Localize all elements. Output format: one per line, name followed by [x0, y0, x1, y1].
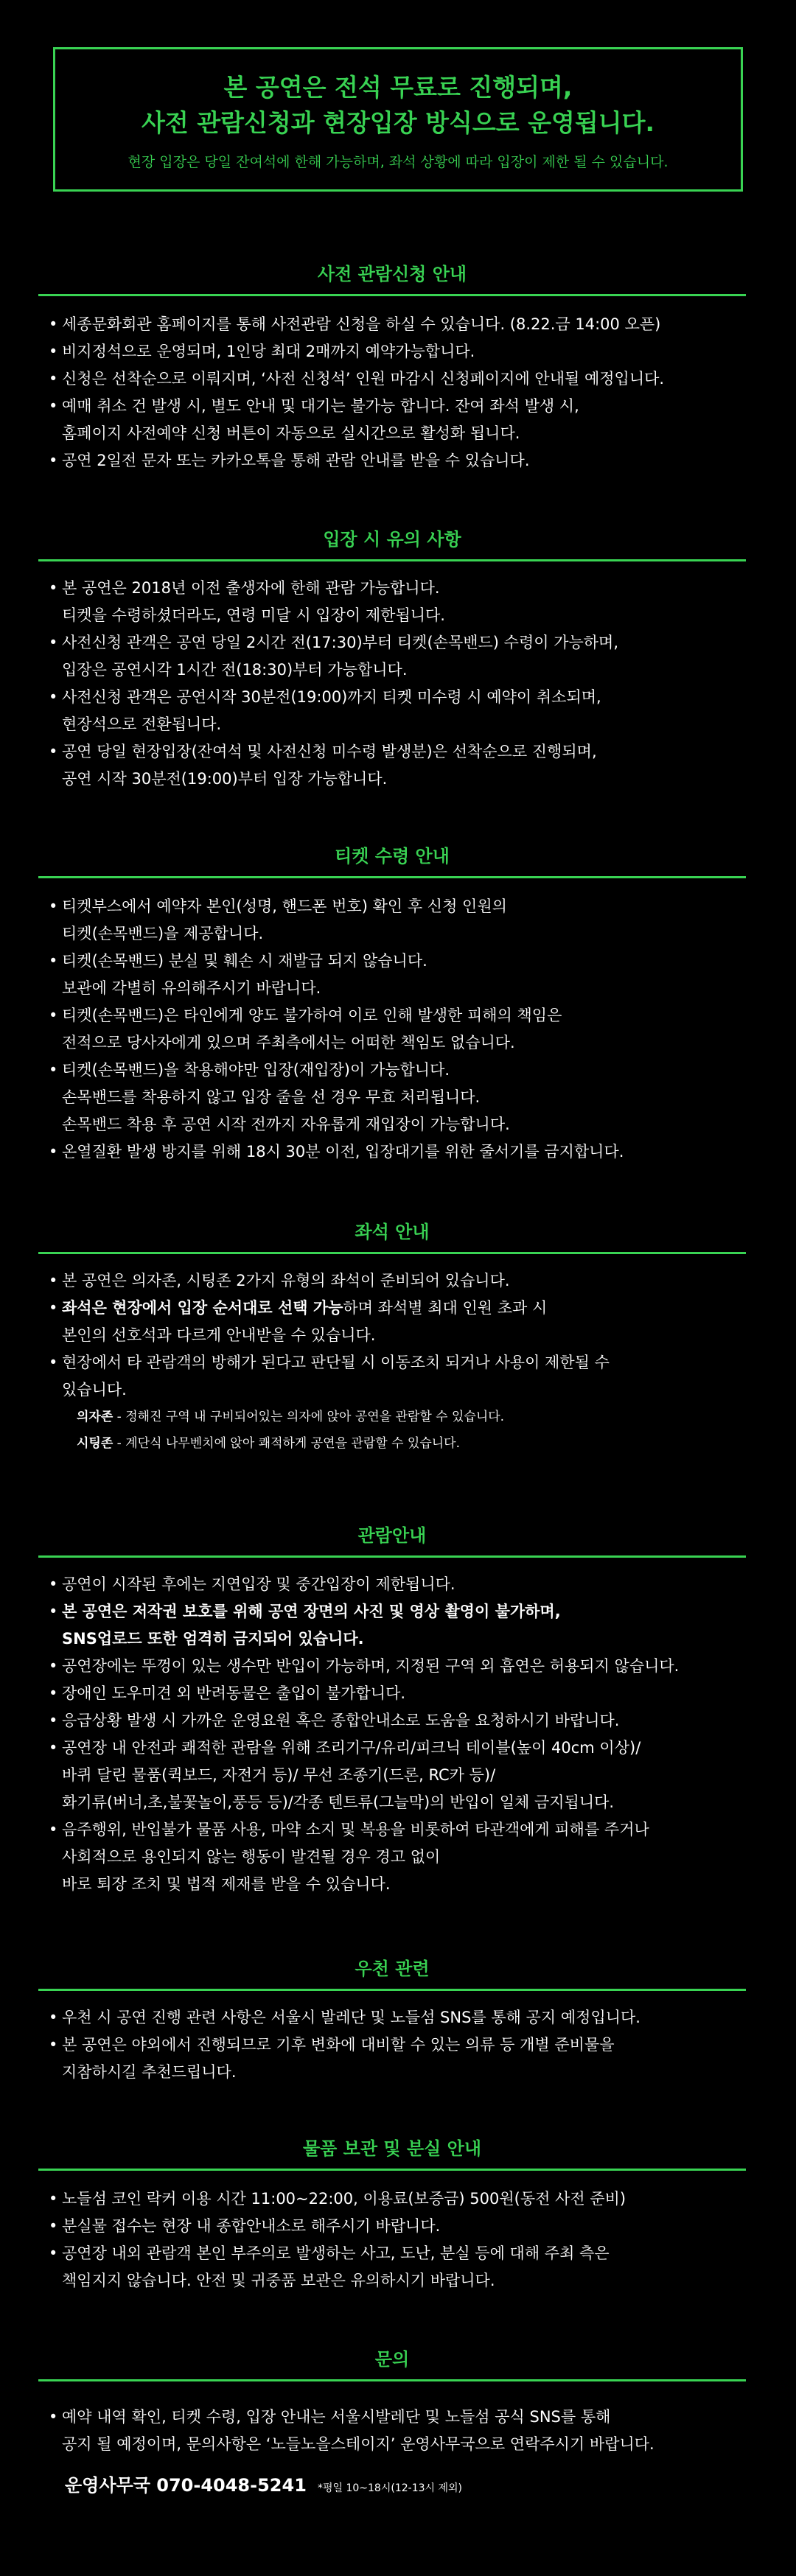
section-header-advance-booking [38, 259, 746, 296]
item-text: • 공연이 시작된 후에는 지연입장 및 중간입장이 제한됩니다. [62, 1575, 455, 1593]
viewing-guide-list [38, 1571, 768, 1898]
item-text: 공연 시작 30분전(19:00)부터 입장 가능합니다. [62, 770, 388, 788]
item-text: • 본 공연은 2018년 이전 출생자에 한해 관람 가능합니다. [62, 579, 440, 597]
list-item [38, 948, 768, 1002]
item-text: • 티켓(손목밴드)을 착용해야만 입장(재입장)이 가능합니다. [62, 1061, 450, 1079]
zone-text: - 정해진 구역 내 구비되어있는 의자에 앉아 공연을 관람할 수 있습니다. [113, 1410, 505, 1424]
item-text: 보관에 각별히 유의해주시기 바랍니다. [62, 979, 321, 997]
item-text: 전적으로 당사자에게 있으며 주최측에서는 어떠한 책임도 없습니다. [62, 1034, 515, 1051]
list-item [38, 738, 768, 793]
list-item [38, 1002, 768, 1057]
item-text: 손목밴드를 착용하지 않고 입장 줄을 선 경우 무효 처리됩니다. [62, 1088, 481, 1106]
item-text: • 티켓(손목밴드) 분실 및 훼손 시 재발급 되지 않습니다. [62, 952, 427, 970]
list-item [38, 1295, 768, 1349]
item-text: • 현장에서 타 관람객의 방해가 된다고 판단될 시 이동조치 되거나 사용이 제한될 수 [62, 1354, 610, 1371]
list-item [38, 447, 768, 475]
item-text: 지참하시길 추천드립니다. [62, 2063, 237, 2081]
section-header-rain [38, 1954, 746, 1991]
list-item [38, 1138, 768, 1166]
list-item [38, 2004, 768, 2031]
item-text: • 응급상황 발생 시 가까운 운영요원 혹은 종합안내소로 도움을 요청하시기 바랍니다. [62, 1712, 620, 1729]
list-item [38, 1735, 768, 1816]
seating-list [38, 1267, 768, 1457]
zone-chair-desc [62, 1404, 768, 1430]
notice-box [53, 47, 743, 192]
section-header-ticket-pickup [38, 841, 746, 878]
item-text: • 세종문화회관 홈페이지를 통해 사전관람 신청을 하실 수 있습니다. (8.22.금 14:00 오픈) [62, 315, 661, 333]
inquiry-list [38, 2404, 768, 2458]
item-text: • 신청은 선착순으로 이뤄지며, ‘사전 신청석’ 인원 마감시 신청페이지에 안내될 예정입니다. [62, 370, 665, 388]
section-title: 사전 관람신청 안내 [317, 264, 467, 284]
item-text-bold: SNS업로드 또한 엄격히 금지되어 있습니다. [62, 1630, 364, 1648]
item-text: 사회적으로 용인되지 않는 행동이 발견될 경우 경고 없이 [62, 1848, 441, 1866]
list-item [38, 629, 768, 684]
item-text: • 본 공연은 야외에서 진행되므로 기후 변화에 대비할 수 있는 의류 등 개별 준비물을 [62, 2036, 615, 2054]
item-text: • 공연 당일 현장입장(잔여석 및 사전신청 미수령 발생분)은 선착순으로 진행되며, [62, 743, 597, 760]
list-item [38, 2240, 768, 2295]
list-item [38, 311, 768, 338]
zone-label: 시팅존 [77, 1436, 114, 1451]
item-text-bold: • 본 공연은 저작권 보호를 위해 공연 장면의 사진 및 영상 촬영이 불가하며, [62, 1603, 561, 1620]
section-title: 우천 관련 [355, 1959, 430, 1979]
contact-line [65, 2471, 462, 2496]
section-header-seating [38, 1217, 746, 1254]
list-item [38, 684, 768, 738]
item-text: • 예약 내역 확인, 티켓 수령, 입장 안내는 서울시발레단 및 노들섬 공식 SNS를 통해 [62, 2408, 611, 2426]
item-text: • 온열질환 발생 방지를 위해 18시 30분 이전, 입장대기를 위한 줄서기를 금지합니다. [62, 1143, 624, 1161]
item-text: • 비지정석으로 운영되며, 1인당 최대 2매까지 예약가능합니다. [62, 343, 475, 360]
section-header-viewing-guide [38, 1521, 746, 1558]
advance-booking-list [38, 311, 768, 475]
item-text-bold: 좌석은 현장에서 입장 순서대로 선택 가능 [62, 1299, 343, 1317]
list-item [38, 2185, 768, 2213]
item-text: • 사전신청 관객은 공연 당일 2시간 전(17:30)부터 티켓(손목밴드) 수령이 가능하며, [62, 634, 619, 651]
item-text: 현장석으로 전환됩니다. [62, 715, 222, 733]
list-item [38, 2031, 768, 2086]
list-item [38, 1653, 768, 1680]
list-item [38, 1057, 768, 1138]
item-text: 바로 퇴장 조치 및 법적 제재를 받을 수 있습니다. [62, 1875, 391, 1893]
section-title: 관람안내 [357, 1525, 427, 1546]
list-item [38, 893, 768, 948]
item-text: 손목밴드 착용 후 공연 시작 전까지 자유롭게 재입장이 가능합니다. [62, 1116, 510, 1133]
section-title: 좌석 안내 [355, 1222, 430, 1242]
item-text: 입장은 공연시각 1시간 전(18:30)부터 가능합니다. [62, 661, 408, 679]
contact-hours: *평일 10~18시(12-13시 제외) [317, 2482, 462, 2494]
item-text: 홈페이지 사전예약 신청 버튼이 자동으로 실시간으로 활성화 됩니다. [62, 424, 520, 442]
section-header-storage-lost [38, 2134, 746, 2171]
item-text: 티켓을 수령하셨더라도, 연령 미달 시 입장이 제한됩니다. [62, 606, 445, 624]
section-title: 입장 시 유의 사항 [323, 529, 461, 550]
contact-phone[interactable]: 운영사무국 070-4048-5241 [65, 2475, 307, 2496]
list-item [38, 338, 768, 365]
section-title: 티켓 수령 안내 [335, 846, 450, 867]
zone-sitting-desc [62, 1430, 768, 1457]
item-text: 화기류(버너,초,불꽃놀이,풍등 등)/각종 텐트류(그늘막)의 반입이 일체 금지됩니다. [62, 1793, 615, 1811]
item-text: 티켓(손목밴드)을 제공합니다. [62, 925, 264, 942]
item-text: • 티켓(손목밴드)은 타인에게 양도 불가하여 이로 인해 발생한 피해의 책임은 [62, 1007, 562, 1024]
item-text: • 노들섬 코인 락커 이용 시간 11:00~22:00, 이용료(보증금) 500원(동전 사전 준비) [62, 2190, 626, 2208]
list-item [38, 393, 768, 447]
item-text: 하며 좌석별 최대 인원 초과 시 [343, 1299, 548, 1317]
list-item [38, 1680, 768, 1707]
item-text: 책임지지 않습니다. 안전 및 귀중품 보관은 유의하시기 바랍니다. [62, 2272, 495, 2289]
list-item [38, 1267, 768, 1295]
list-item [38, 1816, 768, 1898]
item-text: • 장애인 도우미견 외 반려동물은 출입이 불가합니다. [62, 1684, 406, 1702]
list-item [38, 1571, 768, 1598]
list-item [38, 2213, 768, 2240]
item-text: • 티켓부스에서 예약자 본인(성명, 핸드폰 번호) 확인 후 신청 인원의 [62, 897, 507, 915]
list-item [38, 1707, 768, 1735]
item-text: • 예매 취소 건 발생 시, 별도 안내 및 대기는 불가능 합니다. 잔여 좌석 발생 시, [62, 397, 579, 415]
item-text: 공지 될 예정이며, 문의사항은 ‘노들노을스테이지’ 운영사무국으로 연락주시기 바랍니다. [62, 2435, 654, 2453]
entry-notes-list [38, 575, 768, 793]
ticket-pickup-list [38, 893, 768, 1166]
section-title: 물품 보관 및 분실 안내 [302, 2138, 482, 2159]
notice-subtitle: 현장 입장은 당일 잔여석에 한해 가능하며, 좌석 상황에 따라 입장이 제한 될 수 있습니다. [128, 154, 668, 170]
item-text: • 우천 시 공연 진행 관련 사항은 서울시 발레단 및 노들섬 SNS를 통해 공지 예정입니다. [62, 2009, 640, 2026]
list-item [38, 1349, 768, 1457]
section-header-inquiry [38, 2345, 746, 2381]
list-item [38, 1598, 768, 1653]
item-text: • 공연장 내 안전과 쾌적한 관람을 위해 조리기구/유리/피크닉 테이블(높이 40cm 이상)/ [62, 1739, 641, 1757]
item-text: 본인의 선호석과 다르게 안내받을 수 있습니다. [62, 1326, 376, 1344]
zone-label: 의자존 [77, 1410, 114, 1424]
zone-text: - 계단식 나무벤치에 앉아 쾌적하게 공연을 관람할 수 있습니다. [113, 1436, 461, 1451]
list-item [38, 2404, 768, 2458]
item-text: • 본 공연은 의자존, 시팅존 2가지 유형의 좌석이 준비되어 있습니다. [62, 1272, 510, 1289]
section-title: 문의 [374, 2349, 410, 2370]
item-text: • 분실물 접수는 현장 내 종합안내소로 해주시기 바랍니다. [62, 2217, 441, 2235]
list-item [38, 575, 768, 629]
section-header-entry-notes [38, 525, 746, 561]
item-text: 있습니다. [62, 1381, 127, 1399]
notice-title-line: 본 공연은 전석 무료로 진행되며, [223, 73, 573, 102]
notice-title-line: 사전 관람신청과 현장입장 방식으로 운영됩니다. [141, 108, 655, 137]
storage-lost-list [38, 2185, 768, 2295]
item-text: • 음주행위, 반입불가 물품 사용, 마약 소지 및 복용을 비롯하여 타관객에게 피해를 주거나 [62, 1821, 649, 1838]
item-text: • 사전신청 관객은 공연시작 30분전(19:00)까지 티켓 미수령 시 예약이 취소되며, [62, 688, 601, 706]
notice-title [55, 70, 741, 141]
item-text: 바퀴 달린 물품(퀵보드, 자전거 등)/ 무선 조종기(드론, RC카 등)/ [62, 1766, 496, 1784]
list-item [38, 365, 768, 393]
item-text: • 공연 2일전 문자 또는 카카오톡을 통해 관람 안내를 받을 수 있습니다. [62, 452, 530, 469]
item-text: • 공연장에는 뚜껑이 있는 생수만 반입이 가능하며, 지정된 구역 외 흡연은 허용되지 않습니다. [62, 1657, 680, 1675]
item-text: • 공연장 내외 관람객 본인 부주의로 발생하는 사고, 도난, 분실 등에 대해 주최 측은 [62, 2244, 610, 2262]
rain-list [38, 2004, 768, 2086]
